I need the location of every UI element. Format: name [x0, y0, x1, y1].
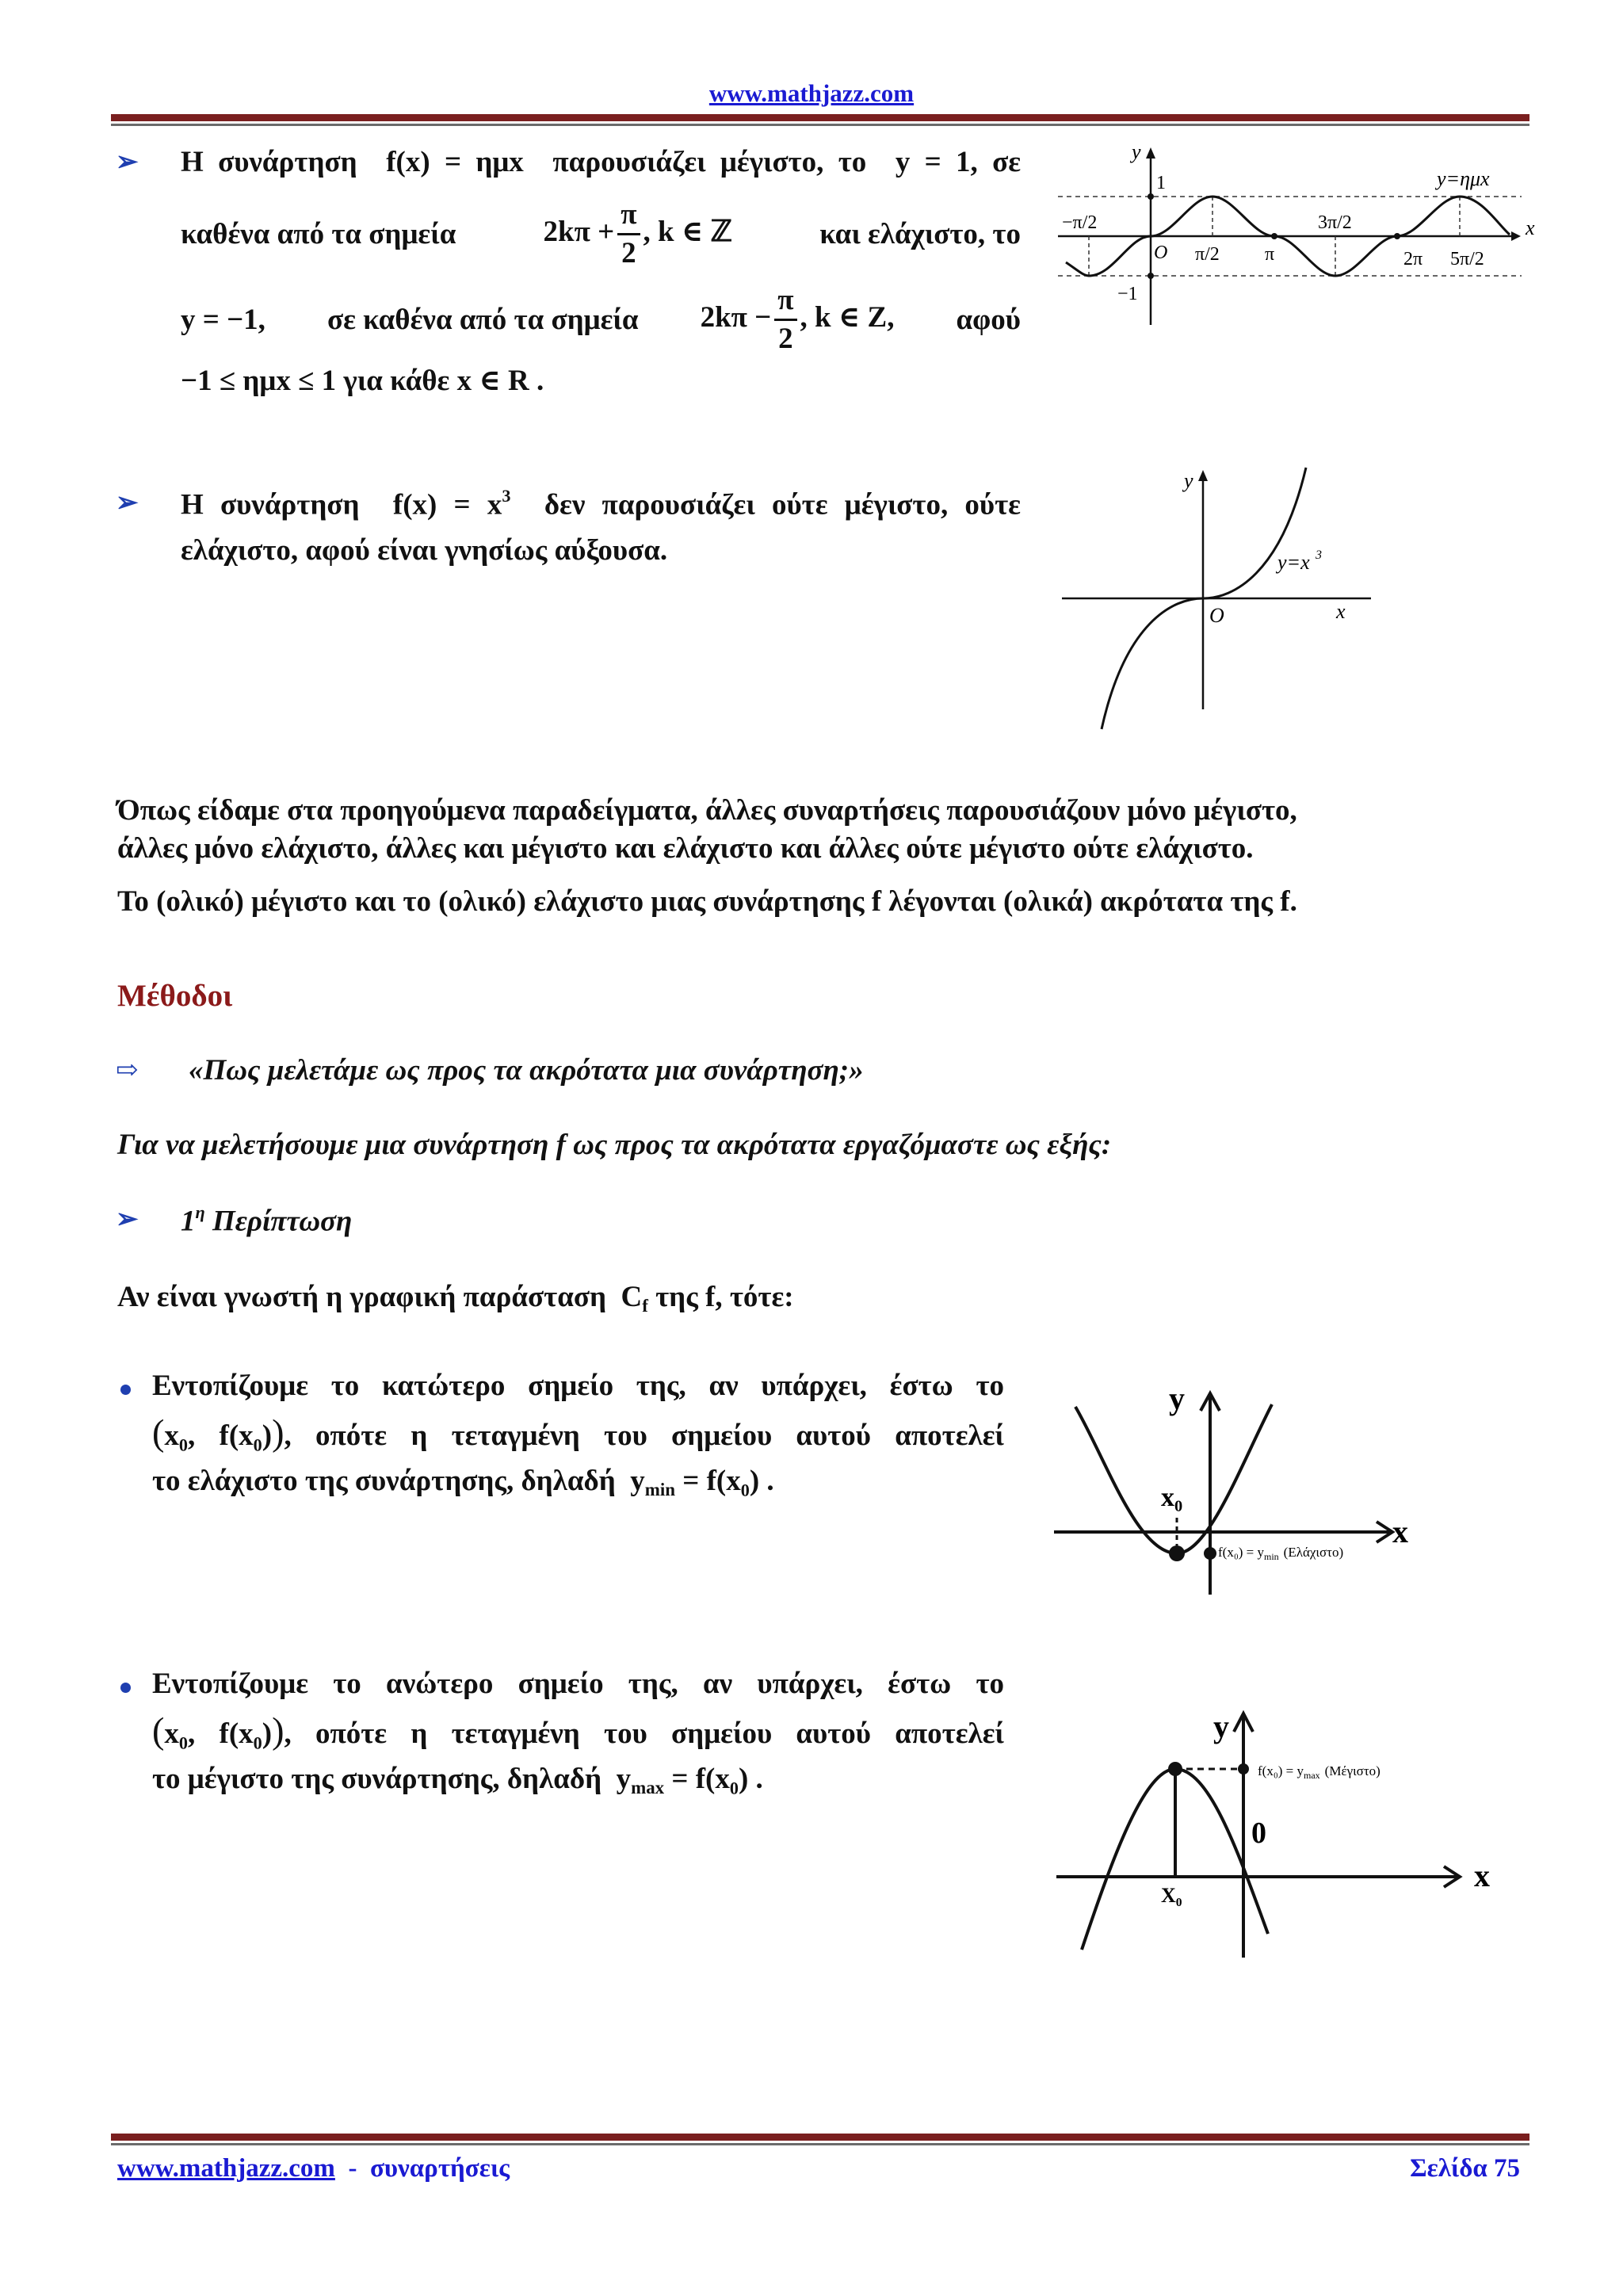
sine-label-one: 1 — [1156, 173, 1166, 193]
cube-curve-label: y=x — [1277, 551, 1310, 574]
sine-l3-y: y = −1, — [181, 303, 265, 336]
cube-l1-end: δεν παρουσιάζει ούτε μέγιστο, ούτε — [544, 488, 1021, 521]
max-y: y — [616, 1763, 632, 1795]
frac-num: π — [617, 197, 640, 235]
known-l2: της f, τότε: — [655, 1281, 794, 1313]
sine-l1-y: y = 1 — [895, 146, 971, 178]
frac-num-2: π — [774, 282, 796, 321]
known-l1: Αν είναι γνωστή η γραφική παράσταση — [117, 1281, 606, 1313]
sine-label-5pi2: 5π/2 — [1450, 249, 1484, 269]
max-eq: = f(x₀) . — [671, 1763, 763, 1795]
footer-rule — [111, 2134, 1529, 2141]
pi-over-two-fraction-2 — [774, 282, 796, 358]
pi-over-two-fraction — [617, 197, 640, 273]
max-line-1: Εντοπίζουμε το ανώτερο σημείο της, αν υπάρχει, έστω το — [152, 1668, 1004, 1700]
max-x-label: x — [1474, 1858, 1490, 1893]
min-line-3 — [152, 1463, 774, 1502]
min-paren-open: ( — [152, 1413, 165, 1454]
cube-l1-exp: 3 — [502, 486, 511, 506]
question-text: «Πως μελετάμε ως προς τα ακρότατα μια συνάρτηση;» — [189, 1054, 864, 1087]
min-graph-figure — [1050, 1379, 1415, 1601]
cube-line-1 — [181, 485, 1021, 524]
known-graph-line — [117, 1279, 794, 1318]
arrow-bullet-icon: ➢ — [116, 147, 139, 177]
max-note-tail: (Μέγιστο) — [1324, 1763, 1381, 1778]
footer-rule-thin — [111, 2143, 1529, 2145]
sine-line-4: −1 ≤ ημx ≤ 1 για κάθε x ∈ R . — [181, 365, 544, 397]
cube-l1-text: Η συνάρτηση — [181, 488, 360, 521]
sine-l3-text: σε καθένα από τα σημεία — [327, 303, 639, 336]
max-l3: το μέγιστο της συνάρτησης, δηλαδή — [152, 1763, 602, 1795]
min-note — [1218, 1545, 1343, 1562]
sine-l1-end: , σε — [970, 146, 1022, 178]
min-line-2 — [152, 1411, 1004, 1457]
max-point-dot — [1168, 1762, 1182, 1776]
sine-label-neg-pi2: −π/2 — [1062, 212, 1098, 233]
sine-x-arrow-icon — [1511, 231, 1521, 241]
min-y-sub: min — [644, 1479, 675, 1499]
sine-label-pi2: π/2 — [1195, 244, 1220, 265]
case-num: 1 — [181, 1205, 196, 1238]
para2: Το (ολικό) μέγιστο και το (ολικό) ελάχιστο μιας συνάρτησης f λέγονται (ολικά) ακρότατα της f. — [117, 885, 1297, 918]
max-note-sub: max — [1304, 1770, 1320, 1781]
sine-l2-expr-group — [544, 197, 733, 273]
max-y-sub: max — [631, 1777, 665, 1797]
known-sub: f — [642, 1295, 648, 1316]
cube-x-label: x — [1336, 600, 1346, 623]
sine-origin-label: O — [1154, 243, 1168, 263]
sine-line-2 — [181, 197, 1021, 273]
min-l2: , οπότε η τεταγμένη του σημείου αυτού αποτελεί — [284, 1419, 1004, 1452]
sine-l2-text: καθένα από τα σημεία — [181, 217, 456, 250]
arrow-bullet-icon-3: ➢ — [116, 1205, 139, 1234]
max-zero-label: 0 — [1251, 1817, 1266, 1850]
min-y-label: y — [1169, 1381, 1185, 1416]
sine-l2-expr: 2kπ + — [543, 216, 615, 249]
min-y: y — [630, 1465, 645, 1497]
sine-l3-k: , k ∈ Z, — [800, 301, 895, 334]
max-y-label: y — [1213, 1709, 1229, 1744]
cube-origin-label: O — [1209, 604, 1224, 627]
sine-label-minus-one: −1 — [1117, 284, 1138, 304]
hollow-arrow-icon: ⇨ — [116, 1056, 139, 1085]
frac-den-2: 2 — [778, 323, 793, 356]
header-rule-thin — [111, 124, 1529, 126]
cube-y-arrow-icon — [1198, 470, 1208, 481]
max-point: x₀, f(x₀) — [164, 1717, 273, 1750]
sine-l1-func: f(x) = ημx — [386, 146, 524, 178]
max-yaxis-dot — [1238, 1763, 1249, 1775]
min-paren-close: ) — [272, 1413, 285, 1454]
sine-dot-minus-one — [1148, 273, 1154, 279]
max-graph-figure — [1050, 1696, 1494, 1973]
cube-l1-func: f(x) = x — [392, 488, 502, 521]
sine-y-arrow-icon — [1146, 147, 1155, 159]
cube-curve-exp: 3 — [1316, 548, 1322, 562]
sine-l1-rest: παρουσιάζει μέγιστο, το — [552, 146, 867, 178]
bullet-dot-2 — [120, 1683, 131, 1693]
min-x-label: x — [1392, 1514, 1408, 1549]
case-word: Περίπτωση — [212, 1205, 353, 1238]
min-note-tail: (Ελάχιστο) — [1283, 1545, 1344, 1560]
sine-graph-figure — [1050, 141, 1541, 331]
frac-den: 2 — [621, 237, 636, 270]
max-line-3 — [152, 1761, 763, 1800]
sine-l2-end: και ελάχιστο, το — [819, 217, 1021, 250]
max-l2: , οπότε η τεταγμένη του σημείου αυτού αποτελεί — [284, 1717, 1004, 1750]
footer-left — [117, 2154, 510, 2183]
min-point: x₀, f(x₀) — [164, 1419, 273, 1452]
cube-graph-figure — [1054, 464, 1387, 733]
sine-label-3pi2: 3π/2 — [1318, 212, 1352, 233]
sine-line-1 — [181, 144, 1021, 181]
known-C: C — [621, 1281, 643, 1313]
sine-dot-one — [1148, 193, 1154, 200]
sine-x-label: x — [1526, 216, 1535, 239]
sine-dot-pi — [1271, 233, 1277, 239]
footer-site-link[interactable]: www.mathjazz.com — [117, 2154, 335, 2183]
bullet-dot — [120, 1385, 131, 1395]
max-paren-open: ( — [152, 1711, 165, 1752]
para1-line2: άλλες μόνο ελάχιστο, άλλες και μέγιστο και ελάχιστο και άλλες ούτε μέγιστο ούτε ελάχιστο. — [117, 832, 1254, 865]
sine-dot-2pi — [1394, 233, 1400, 239]
sine-curve-label: y=ημx — [1437, 167, 1490, 190]
header-site-link[interactable]: www.mathjazz.com — [708, 79, 915, 107]
sine-y-label: y — [1132, 141, 1141, 163]
methods-heading: Μέθοδοι — [117, 979, 233, 1013]
case-label — [181, 1201, 352, 1240]
footer-separator: - — [334, 2154, 370, 2183]
sine-l2-k: , k ∈ ℤ — [643, 216, 733, 249]
min-note-sub: min — [1264, 1551, 1279, 1562]
para1-line1: Όπως είδαμε στα προηγούμενα παραδείγματα, άλλες συναρτήσεις παρουσιάζουν μόνο μέγιστο, — [117, 794, 1297, 827]
arrow-bullet-icon-2: ➢ — [116, 488, 139, 518]
header-rule — [111, 114, 1529, 121]
min-yaxis-dot — [1204, 1547, 1216, 1560]
sine-l3-expr-group — [701, 282, 895, 358]
sine-l3-expr: 2kπ − — [700, 301, 772, 334]
max-note-main: f(x₀) = y — [1258, 1763, 1304, 1778]
min-eq: = f(x₀) . — [682, 1465, 774, 1497]
sine-l1-text: Η συνάρτηση — [181, 146, 357, 178]
cube-line-2: ελάχιστο, αφού είναι γνησίως αύξουσα. — [181, 534, 668, 567]
sine-label-2pi: 2π — [1403, 249, 1423, 269]
cube-y-label: y — [1184, 469, 1193, 492]
max-paren-close: ) — [272, 1711, 285, 1752]
min-l3: το ελάχιστο της συνάρτησης, δηλαδή — [152, 1465, 616, 1497]
max-x0-label: X₀ — [1161, 1884, 1182, 1907]
min-point-dot — [1169, 1545, 1185, 1561]
sine-line-3 — [181, 282, 1021, 358]
intro-text: Για να μελετήσουμε μια συνάρτηση f ως προς τα ακρότατα εργαζόμαστε ως εξής: — [117, 1129, 1112, 1161]
max-line-2 — [152, 1709, 1004, 1755]
min-line-1: Εντοπίζουμε το κατώτερο σημείο της, αν υπάρχει, έστω το — [152, 1370, 1004, 1402]
case-sup: η — [195, 1202, 205, 1222]
min-x0-label: x₀ — [1161, 1483, 1183, 1512]
sine-label-pi: π — [1265, 244, 1275, 265]
max-note — [1258, 1763, 1381, 1781]
sine-l3-end: αφού — [956, 303, 1021, 336]
footer-page-number: Σελίδα 75 — [1410, 2154, 1520, 2183]
min-note-main: f(x₀) = y — [1218, 1545, 1264, 1560]
footer-section: συναρτήσεις — [369, 2154, 510, 2183]
